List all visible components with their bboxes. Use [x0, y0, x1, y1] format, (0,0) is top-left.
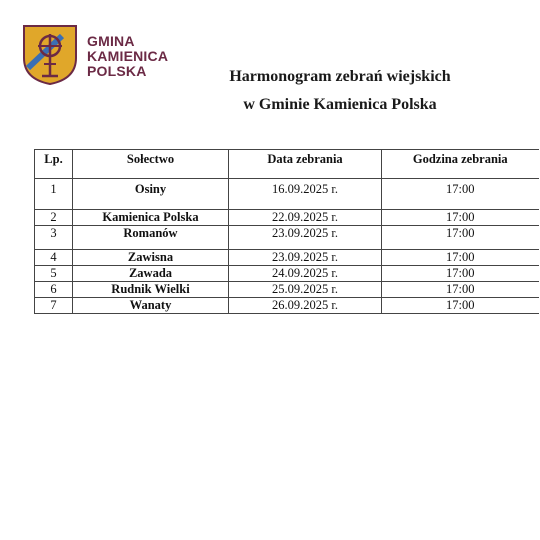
logo-line: POLSKA — [87, 63, 147, 79]
meeting-schedule-table — [34, 149, 539, 314]
cell-date: 23.09.2025 r. — [229, 250, 382, 266]
cell-lp: 5 — [35, 266, 73, 282]
document-subtitle: w Gminie Kamienica Polska — [243, 96, 437, 113]
coat-of-arms-icon — [22, 24, 78, 86]
cell-name: Zawada — [73, 266, 229, 282]
table-row — [35, 298, 539, 314]
cell-date: 16.09.2025 r. — [229, 179, 382, 210]
cell-name: Wanaty — [73, 298, 229, 314]
table-row — [35, 179, 539, 210]
header-time: Godzina zebrania — [382, 150, 539, 179]
table-row — [35, 266, 539, 282]
cell-lp: 6 — [35, 282, 73, 298]
logo-text — [87, 34, 168, 79]
cell-time: 17:00 — [382, 266, 539, 282]
document-title: Harmonogram zebrań wiejskich — [229, 68, 451, 85]
cell-date: 26.09.2025 r. — [229, 298, 382, 314]
table-row — [35, 250, 539, 266]
cell-time: 17:00 — [382, 298, 539, 314]
header-date: Data zebrania — [229, 150, 382, 179]
cell-time: 17:00 — [382, 210, 539, 226]
cell-lp: 1 — [35, 179, 73, 210]
cell-date: 24.09.2025 r. — [229, 266, 382, 282]
header-lp: Lp. — [35, 150, 73, 179]
logo-line: KAMIENICA — [87, 48, 169, 64]
cell-lp: 2 — [35, 210, 73, 226]
table-row — [35, 282, 539, 298]
cell-date: 25.09.2025 r. — [229, 282, 382, 298]
table-header-row — [35, 150, 539, 179]
logo-line: GMINA — [87, 33, 135, 49]
cell-name: Zawisna — [73, 250, 229, 266]
cell-time: 17:00 — [382, 282, 539, 298]
cell-time: 17:00 — [382, 179, 539, 210]
cell-lp: 7 — [35, 298, 73, 314]
table-row — [35, 210, 539, 226]
cell-date: 23.09.2025 r. — [229, 226, 382, 250]
header-solectwo: Sołectwo — [73, 150, 229, 179]
cell-name: Kamienica Polska — [73, 210, 229, 226]
table-row — [35, 226, 539, 250]
cell-name: Osiny — [73, 179, 229, 210]
cell-name: Romanów — [73, 226, 229, 250]
gmina-logo — [22, 24, 172, 88]
cell-lp: 3 — [35, 226, 73, 250]
cell-lp: 4 — [35, 250, 73, 266]
cell-name: Rudnik Wielki — [73, 282, 229, 298]
cell-time: 17:00 — [382, 250, 539, 266]
cell-date: 22.09.2025 r. — [229, 210, 382, 226]
cell-time: 17:00 — [382, 226, 539, 250]
